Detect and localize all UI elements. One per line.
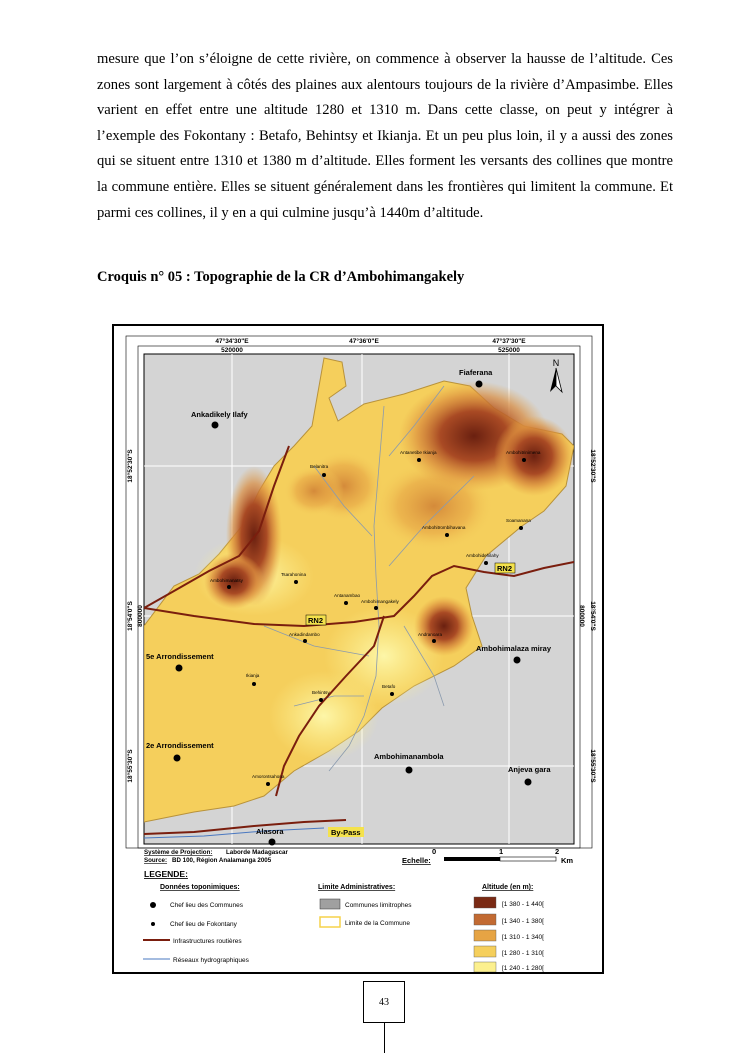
altitude-class: [1 240 - 1 280[ bbox=[502, 965, 544, 972]
fokontany-label: Antanetibe Ikianja bbox=[400, 450, 437, 455]
body-paragraph: mesure que l’on s’éloigne de cette rivière, on commence à observer la hausse de l’altitude. Ces zones sont largement à côtés des plaines aux alentours toujours de la rivière d’Ampasimbe. Elles varient en effet entre une altitude 1280 et 1310 m. Dans cette classe, on peut y intégrer à l’exemple des Fokontany : Betafo, Behintsy et Ikianja. Et un peu plus loin, il y a aussi des zones qui se situent entre 1310 et 1380 m d’altitude. Elles forment les versants des collines que montre la commune entière. Elles se situent généralement dans les frontières qui limitent la commune. Et parmi ces collines, il y en a qui culmine jusqu’à 1440m d’altitude. bbox=[97, 51, 673, 221]
fokontany-label: Ikianja bbox=[246, 673, 260, 678]
altitude-class: [1 280 - 1 310[ bbox=[502, 950, 544, 957]
svg-text:Echelle:: Echelle: bbox=[402, 856, 431, 865]
left-coord-2: 18°54'0"S bbox=[127, 601, 134, 631]
road-label-rn2: RN2 bbox=[308, 616, 324, 625]
altitude-class: [1 340 - 1 380[ bbox=[502, 918, 544, 925]
svg-text:Réseaux hydrographiques: Réseaux hydrographiques bbox=[173, 957, 249, 964]
commune-dot bbox=[406, 767, 413, 774]
road-label-bypass: By-Pass bbox=[331, 828, 361, 837]
top-coord-3: 47°37'30"E bbox=[492, 338, 526, 345]
top-coord-2: 47°36'0"E bbox=[349, 338, 379, 345]
commune-dot bbox=[525, 779, 532, 786]
fokontany-label: Ambohimangakely bbox=[361, 599, 399, 604]
commune-label: Anjeva gara bbox=[508, 765, 551, 774]
right-coord-1: 18°52'30"S bbox=[589, 449, 596, 483]
commune-label: Fiaferana bbox=[459, 368, 493, 377]
top-grid-1: 520000 bbox=[221, 347, 243, 354]
svg-text:Communes limitrophes: Communes limitrophes bbox=[345, 902, 412, 909]
commune-label: 5e Arrondissement bbox=[146, 652, 214, 661]
source-value: BD 100, Région Analamanga 2005 bbox=[172, 857, 272, 864]
fokontany-label: Antanambao bbox=[334, 593, 361, 598]
projection-value: Laborde Madagascar bbox=[226, 849, 288, 856]
right-grid: 800000 bbox=[578, 605, 585, 627]
commune-label: Ambohimanambola bbox=[374, 752, 444, 761]
svg-text:Altitude (en m):: Altitude (en m): bbox=[482, 884, 534, 891]
svg-text:2: 2 bbox=[555, 847, 560, 856]
left-coord-3: 18°55'30"S bbox=[127, 749, 134, 783]
top-coord-1: 47°34'30"E bbox=[215, 338, 249, 345]
projection-label: Système de Projection: bbox=[144, 849, 213, 856]
commune-dot bbox=[476, 381, 483, 388]
fokontany-label: Behintsy bbox=[312, 690, 330, 695]
fokontany-label: Tsarahonina bbox=[281, 572, 307, 577]
right-coord-2: 18°54'0"S bbox=[589, 601, 596, 631]
right-coord-3: 18°55'30"S bbox=[589, 749, 596, 783]
svg-text:Km: Km bbox=[561, 856, 574, 865]
map-figure bbox=[112, 324, 604, 974]
svg-text:Limite Administratives:: Limite Administratives: bbox=[318, 884, 396, 891]
svg-text:Chef lieu de Fokontany: Chef lieu de Fokontany bbox=[170, 921, 237, 928]
legend bbox=[143, 869, 544, 972]
page-number-line bbox=[384, 1023, 385, 1053]
commune-dot bbox=[212, 422, 219, 429]
commune-label: Ankadikely Ilafy bbox=[191, 410, 248, 419]
fokontany-label: Ambohitrinimena bbox=[506, 450, 541, 455]
commune-label: Ambohimalaza miray bbox=[476, 644, 552, 653]
legend-title: LEGENDE: bbox=[144, 869, 188, 879]
fokontany-label: Amorontsahona bbox=[252, 774, 285, 779]
commune-dot bbox=[514, 657, 521, 664]
left-coord-1: 18°52'30"S bbox=[127, 449, 134, 483]
top-grid-2: 525000 bbox=[498, 347, 520, 354]
svg-text:0: 0 bbox=[432, 847, 437, 856]
fokontany-label: Ambohimanatsy bbox=[210, 578, 243, 583]
commune-label: Alasora bbox=[256, 827, 284, 836]
commune-dot bbox=[269, 839, 276, 846]
fokontany-label: Belanitra bbox=[310, 464, 329, 469]
svg-text:Données toponimiques:: Données toponimiques: bbox=[160, 884, 240, 891]
commune-dot bbox=[174, 755, 181, 762]
commune-dot bbox=[176, 665, 183, 672]
commune-label: 2e Arrondissement bbox=[146, 741, 214, 750]
fokontany-label: Soamanana bbox=[506, 518, 531, 523]
svg-text:Chef lieu des Communes: Chef lieu des Communes bbox=[170, 902, 243, 909]
page-number: 43 bbox=[363, 981, 405, 1023]
road-label-rn2-east: RN2 bbox=[497, 564, 513, 573]
svg-text:Infrastructures routières: Infrastructures routières bbox=[173, 938, 242, 945]
topographic-map bbox=[114, 326, 602, 972]
svg-text:N: N bbox=[552, 358, 560, 368]
altitude-class: [1 380 - 1 440[ bbox=[502, 901, 544, 908]
left-grid: 800000 bbox=[137, 605, 144, 627]
fokontany-label: Betafo bbox=[382, 684, 396, 689]
fokontany-label: Ankadindambo bbox=[289, 632, 320, 637]
altitude-class: [1 310 - 1 340[ bbox=[502, 934, 544, 941]
figure-caption: Croquis n° 05 : Topographie de la CR d’Ambohimangakely bbox=[97, 269, 465, 285]
fokontany-label: Ambohidehilahy bbox=[466, 553, 499, 558]
svg-text:1: 1 bbox=[499, 847, 504, 856]
source-label: Source: bbox=[144, 857, 168, 864]
svg-text:Limite de la Commune: Limite de la Commune bbox=[345, 920, 411, 927]
fokontany-label: Andranoara bbox=[418, 632, 443, 637]
scale-bar bbox=[402, 847, 573, 865]
fokontany-label: Ambohitrombihavana bbox=[422, 525, 466, 530]
